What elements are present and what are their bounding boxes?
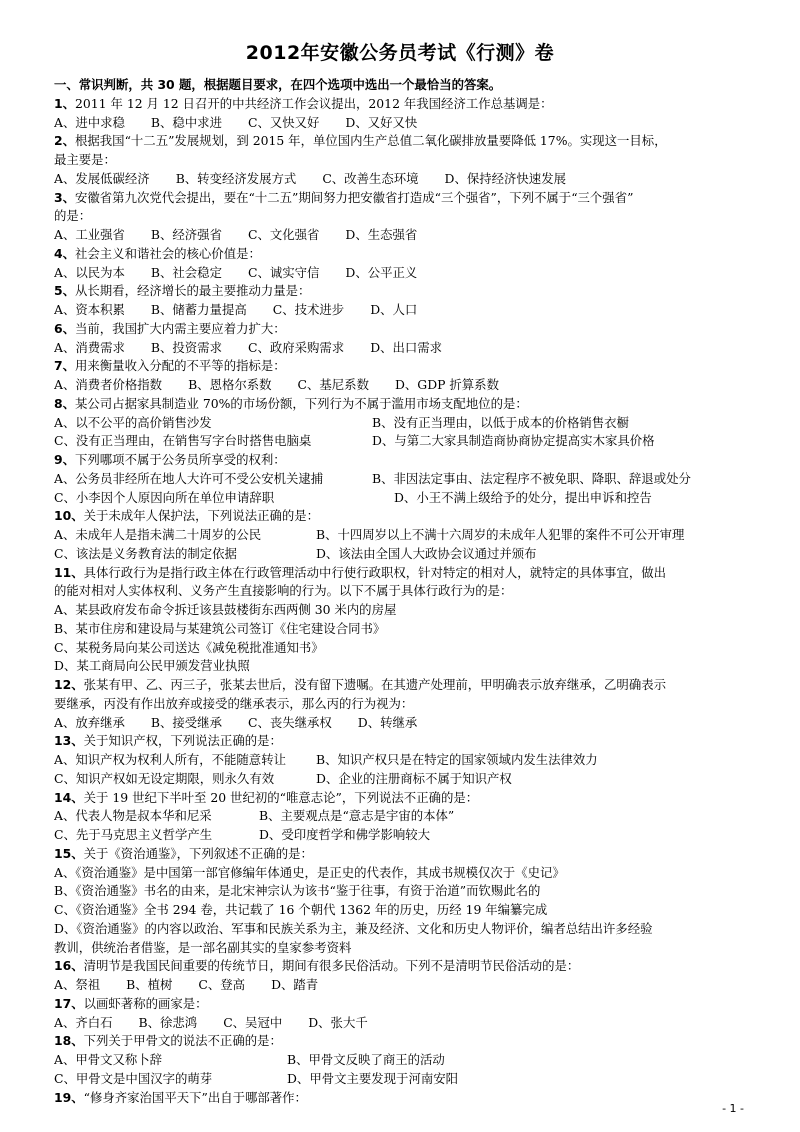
question-text: 关于《资治通鉴》，下列叙述不正确的是： xyxy=(83,845,313,861)
option-a: A、发展低碳经济 xyxy=(54,170,150,186)
question-text: 当前，我国扩大内需主要应着力扩大： xyxy=(75,320,286,336)
option-c: C、文化强省 xyxy=(247,227,320,242)
option-b: B、徐悲鸿 xyxy=(138,1014,198,1030)
question-stem xyxy=(54,189,760,208)
question-stem xyxy=(54,564,760,583)
option-right: B、知识产权只是在特定的国家领域内发生法律效力 xyxy=(316,752,598,767)
option-a: A、工业强省 xyxy=(54,227,125,242)
question-text: 下列关于甲骨文的说法不正确的是： xyxy=(83,1033,282,1049)
text-line: B、《资治通鉴》书名的由来，是北宋神宗认为该书“鉴于往事，有资于治道”而钦赐此名的 xyxy=(54,883,541,899)
page-title: 2012年安徽公务员考试《行测》卷 xyxy=(245,42,555,64)
question-text: 关于 19 世纪下半叶至 20 世纪初的“唯意志论”，下列说法不正确的是： xyxy=(83,789,479,805)
option-a: A、消费需求 xyxy=(54,339,125,355)
option-left: A、甲骨文又称卜辞 xyxy=(54,1052,163,1067)
text-line: 的能对相对人实体权利、义务产生直接影响的行为。以下不属于具体行政行为的是： xyxy=(54,583,513,599)
question-text: “修身齐家治国平天下”出自于哪部著作： xyxy=(83,1089,307,1105)
text-line: C、《资治通鉴》全书 294 卷，共记载了 16 个朝代 1362 年的历史，历经 19 年编纂完成 xyxy=(54,902,548,917)
question-number: 12、 xyxy=(54,677,84,692)
options-row xyxy=(54,1014,760,1033)
options-row xyxy=(54,1070,760,1089)
question-number: 7、 xyxy=(54,358,76,374)
question-number: 14、 xyxy=(54,789,84,805)
question-number: 4、 xyxy=(54,245,76,261)
question-stem xyxy=(54,957,760,976)
text-line: A、《资治通鉴》是中国第一部官修编年体通史，是正史的代表作，其成书规模仅次于《史记》 xyxy=(54,864,565,880)
options-row xyxy=(54,489,760,508)
option-c: C、诚实守信 xyxy=(247,264,320,280)
option-d: D、张大千 xyxy=(308,1014,368,1030)
text-line: 要继承，丙没有作出放弃或接受的继承表示，那么丙的行为视为： xyxy=(54,695,414,711)
question-number: 17、 xyxy=(54,995,84,1011)
question-text: 某公司占据家具制造业 70%的市场份额，下列行为不属于滥用市场支配地位的是： xyxy=(75,395,528,411)
option-right: D、小王不满上级给予的处分，提出申诉和控告 xyxy=(394,489,652,505)
options-row xyxy=(54,339,760,358)
question-stem xyxy=(54,1089,760,1108)
question-stem xyxy=(54,789,760,808)
option-a: A、齐白石 xyxy=(54,1014,113,1030)
question-stem xyxy=(54,357,760,376)
option-d: D、保持经济快速发展 xyxy=(444,170,566,186)
option-left: A、代表人物是叔本华和尼采 xyxy=(54,808,212,824)
option-c: C、吴冠中 xyxy=(223,1014,283,1030)
question-stem xyxy=(54,320,760,339)
question-number: 13、 xyxy=(54,733,84,749)
options-row xyxy=(54,714,760,733)
option-c: C、又快又好 xyxy=(247,114,320,130)
option-right: D、甲骨文主要发现于河南安阳 xyxy=(287,1070,459,1086)
question-text: 具体行政行为是指行政主体在行政管理活动中行使行政职权，针对特定的相对人，就特定的具体事宜，做出 xyxy=(83,564,666,580)
option-left: C、该法是义务教育法的制定依据 xyxy=(54,545,237,561)
option-b: B、植树 xyxy=(126,977,173,992)
options-row xyxy=(54,751,760,770)
question-number: 6、 xyxy=(54,320,76,336)
question-number: 18、 xyxy=(54,1033,84,1049)
options-row xyxy=(54,226,760,245)
option-d: D、踏青 xyxy=(271,977,319,992)
option-a: A、进中求稳 xyxy=(54,114,125,130)
options-row xyxy=(54,376,760,395)
option-d: D、人口 xyxy=(370,302,418,317)
options-row xyxy=(54,432,760,451)
options-row xyxy=(54,301,760,320)
option-a: A、放弃继承 xyxy=(54,714,125,730)
option-left: C、先于马克思主义哲学产生 xyxy=(54,827,213,842)
option-b: B、经济强省 xyxy=(150,227,222,242)
option-a: A、祭祖 xyxy=(54,977,101,992)
options-row xyxy=(54,807,760,826)
question-stem xyxy=(54,1032,760,1051)
option-left: C、小李因个人原因向所在单位申请辞职 xyxy=(54,489,275,505)
question-text: 根据我国“十二五”发展规划，到 2015 年，单位国内生产总值二氧化碳排放量要降低 17%。实现这一目标， xyxy=(75,133,667,149)
option-c: C、基尼系数 xyxy=(297,377,369,392)
question-text: 2011 年 12 月 12 日召开的中共经济工作会议提出，2012 年我国经济工作总基调是： xyxy=(75,95,553,111)
question-number: 19、 xyxy=(54,1089,84,1105)
option-left: A、以不公平的高价销售沙发 xyxy=(54,414,212,430)
option-b: B、稳中求进 xyxy=(150,114,222,130)
question-stem xyxy=(54,132,760,151)
text-line: B、某市住房和建设局与某建筑公司签订《住宅建设合同书》 xyxy=(54,620,386,636)
question-text: 从长期看，经济增长的最主要推动力量是： xyxy=(75,283,311,299)
question-stem xyxy=(54,732,760,751)
question-stem xyxy=(54,845,760,864)
option-d: D、出口需求 xyxy=(370,339,443,355)
text-line: 教训，供统治者借鉴，是一部名副其实的皇家参考资料 xyxy=(54,939,352,955)
option-left: A、未成年人是指未满二十周岁的公民 xyxy=(54,527,262,542)
question-text: 关于知识产权，下列说法正确的是： xyxy=(83,733,282,749)
question-list xyxy=(54,76,760,1107)
option-left: A、公务员非经所在地人大许可不受公安机关逮捕 xyxy=(54,470,324,486)
question-text: 用来衡量收入分配的不平等的指标是： xyxy=(75,358,286,374)
option-b: B、储蓄力量提高 xyxy=(150,302,247,317)
question-number: 8、 xyxy=(54,395,76,411)
question-text: 清明节是我国民间重要的传统节日，期间有很多民俗活动。下列不是清明节民俗活动的是： xyxy=(83,958,580,974)
question-stem xyxy=(54,676,760,695)
question-text: 关于未成年人保护法，下列说法正确的是： xyxy=(83,508,320,524)
question-stem xyxy=(54,507,760,526)
question-stem xyxy=(54,395,760,414)
option-right: D、受印度哲学和佛学影响较大 xyxy=(259,827,431,842)
text-line: D、《资治通鉴》的内容以政治、军事和民族关系为主，兼及经济、文化和历史人物评价，编者总结出许多经验 xyxy=(54,920,653,936)
option-right: B、十四周岁以上不满十六周岁的未成年人犯罪的案件不可公开审理 xyxy=(316,527,685,542)
question-stem xyxy=(54,282,760,301)
options-row xyxy=(54,770,760,789)
option-right: D、与第二大家具制造商协商协定提高实木家具价格 xyxy=(372,433,655,449)
option-b: B、接受继承 xyxy=(150,714,222,730)
question-text: 安徽省第九次党代会提出，要在“十二五”期间努力把安徽省打造成“三个强省”，下列不属于“三个强省” xyxy=(75,189,634,205)
option-right: B、甲骨文反映了商王的活动 xyxy=(287,1052,445,1067)
text-line: C、某税务局向某公司送达《减免税批准通知书》 xyxy=(54,639,324,655)
option-right: B、主要观点是“意志是宇宙的本体” xyxy=(259,808,455,824)
option-d: D、公平正义 xyxy=(345,264,418,280)
options-row xyxy=(54,114,760,133)
question-number: 11、 xyxy=(54,564,84,580)
question-number: 2、 xyxy=(54,133,76,149)
options-row xyxy=(54,1051,760,1070)
option-a: A、以民为本 xyxy=(54,264,125,280)
option-left: C、没有正当理由，在销售写字台时搭售电脑桌 xyxy=(54,433,312,449)
option-c: C、技术进步 xyxy=(272,302,345,317)
question-number: 3、 xyxy=(54,189,76,205)
option-left: C、知识产权如无设定期限，则永久有效 xyxy=(54,770,275,786)
question-stem xyxy=(54,995,760,1014)
option-d: D、又好又快 xyxy=(345,114,418,130)
option-b: B、恩格尔系数 xyxy=(188,377,272,392)
question-number: 1、 xyxy=(54,95,76,111)
option-b: B、投资需求 xyxy=(150,339,222,355)
question-number: 5、 xyxy=(54,283,76,299)
page-number: - 1 - xyxy=(722,1102,744,1115)
option-right: D、企业的注册商标不属于知识产权 xyxy=(316,770,512,786)
question-number: 15、 xyxy=(54,845,84,861)
option-c: C、政府采购需求 xyxy=(247,339,345,355)
options-row xyxy=(54,414,760,433)
option-a: A、资本积累 xyxy=(54,302,125,317)
text-line: 的是： xyxy=(54,208,92,224)
option-b: B、社会稳定 xyxy=(150,264,222,280)
options-row xyxy=(54,826,760,845)
option-d: D、生态强省 xyxy=(345,227,418,242)
question-stem xyxy=(54,245,760,264)
option-b: B、转变经济发展方式 xyxy=(175,170,297,186)
options-row xyxy=(54,526,760,545)
section-heading: 一、常识判断，共 30 题，根据题目要求，在四个选项中选出一个最恰当的答案。 xyxy=(54,77,502,92)
option-c: C、丧失继承权 xyxy=(247,714,332,730)
option-d: D、GDP 折算系数 xyxy=(394,377,499,392)
option-c: C、登高 xyxy=(198,977,246,992)
option-right: B、非因法定事由、法定程序不被免职、降职、辞退或处分 xyxy=(372,470,691,486)
options-row xyxy=(54,545,760,564)
options-row xyxy=(54,976,760,995)
option-right: B、没有正当理由，以低于成本的价格销售衣橱 xyxy=(372,414,629,430)
option-left: A、知识产权为权利人所有，不能随意转让 xyxy=(54,752,286,767)
options-row xyxy=(54,470,760,489)
option-left: C、甲骨文是中国汉字的萌芽 xyxy=(54,1070,213,1086)
text-line: D、某工商局向公民甲颁发营业执照 xyxy=(54,658,250,674)
question-number: 10、 xyxy=(54,508,84,524)
question-stem xyxy=(54,451,760,470)
question-text: 下列哪项不属于公务员所享受的权利： xyxy=(75,452,286,467)
option-c: C、改善生态环境 xyxy=(322,170,419,186)
option-d: D、转继承 xyxy=(357,714,418,730)
text-line: 最主要是： xyxy=(54,152,116,167)
question-number: 16、 xyxy=(54,958,84,974)
option-right: D、该法由全国人大政协会议通过并颁布 xyxy=(316,545,537,561)
options-row xyxy=(54,170,760,189)
question-text: 社会主义和谐社会的核心价值是： xyxy=(75,245,261,261)
options-row xyxy=(54,264,760,283)
question-text: 张某有甲、乙、丙三子，张某去世后，没有留下遗嘱。在其遗产处理前，甲明确表示放弃继承，乙明确表示 xyxy=(83,677,666,692)
text-line: A、某县政府发布命令拆迁该县鼓楼街东西两侧 30 米内的房屋 xyxy=(54,602,397,617)
question-number: 9、 xyxy=(54,452,76,467)
question-text: 以画虾著称的画家是： xyxy=(83,995,208,1011)
option-a: A、消费者价格指数 xyxy=(54,377,163,392)
question-stem xyxy=(54,95,760,114)
